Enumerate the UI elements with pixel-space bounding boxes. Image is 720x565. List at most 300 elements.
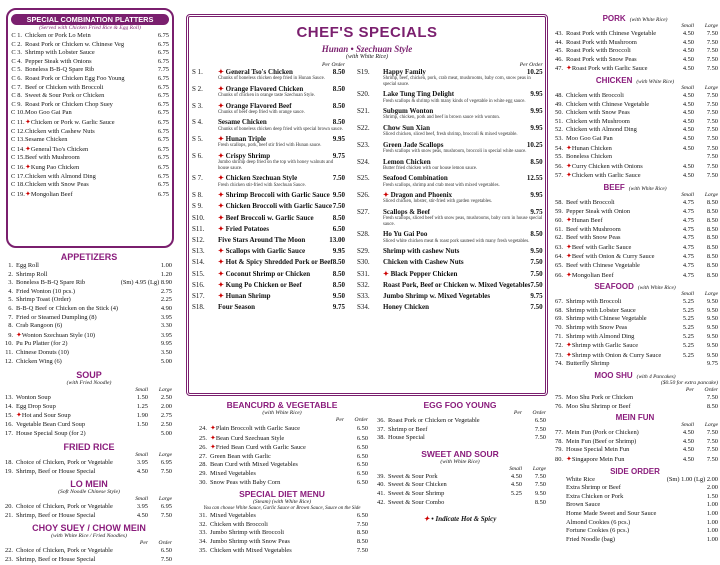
menu-item: [374, 499, 546, 508]
column-header: Small: [681, 422, 694, 429]
column-header: Small: [509, 465, 522, 472]
item-price-large: 6.95: [160, 503, 172, 511]
item-name: Mixed Vegetables: [210, 469, 256, 477]
column-headers: [196, 417, 368, 424]
item-number: 10.: [5, 340, 13, 348]
item-number: 1.: [8, 262, 13, 269]
item-price-large: 5.00: [160, 429, 172, 437]
item-code: S26.: [356, 191, 370, 200]
menu-item: [552, 333, 718, 342]
item-price: 7.50: [356, 520, 368, 528]
menu-item: [196, 443, 368, 453]
menu-item: [11, 190, 169, 200]
item-price: 7.50: [530, 303, 543, 312]
item-price-large: 2.00: [160, 402, 172, 410]
item-number: 38.: [377, 434, 385, 442]
item-number: 41.: [377, 489, 385, 497]
beancurd-subtitle: (with White Rice): [262, 410, 302, 416]
item-price: 6.75: [157, 109, 169, 117]
hot-spicy-icon: ✦: [25, 189, 31, 198]
item-name: ✦Wonton Szechuan Style (10): [16, 330, 96, 339]
item-name: Beef or Chicken with Broccoli: [25, 83, 104, 91]
item-name: Chicken with Snow Peas: [25, 181, 89, 189]
item-name: Mein Fun (Pork or Chicken): [566, 429, 639, 437]
column-headers: [552, 192, 718, 199]
item-name: Chinese Donuts (10): [16, 348, 69, 356]
item-description: Jumbo shrimp deep fried on the top with honey walnuts and house sauce.: [218, 160, 334, 171]
item-name: ✦Bean Curd Szechuan Style: [210, 433, 285, 442]
item-price-large: 8.50: [706, 234, 718, 242]
hot-spicy-note: [374, 515, 546, 523]
chef-special-item: [357, 292, 543, 300]
item-name: Jumbo Shrimp with Snow Peas: [210, 537, 290, 545]
item-number: 22.: [5, 547, 13, 555]
chef-special-item: [192, 135, 345, 143]
item-code: S24.: [356, 157, 370, 166]
item-name: Boneless B-B-Q Spare Rib: [16, 279, 86, 287]
chef-special-item: [192, 258, 345, 266]
diet-list: [196, 512, 368, 555]
menu-item: [552, 252, 718, 262]
menu-item: [2, 394, 172, 403]
column-headers: [2, 387, 172, 394]
item-code: S31.: [356, 269, 370, 278]
item-price-small: 5.25: [682, 315, 694, 323]
item-price: 9.95: [530, 123, 543, 132]
menu-item: [11, 84, 169, 93]
column-header: Order: [158, 540, 172, 547]
item-name: Roast Pork with Mushroom: [566, 38, 637, 46]
hot-spicy-icon: ✦: [218, 269, 226, 278]
item-code: S30.: [356, 258, 370, 267]
left-panel: [0, 0, 178, 564]
item-price: 6.75: [157, 40, 169, 48]
item-price: 6.75: [157, 92, 169, 100]
item-number: 59.: [555, 207, 563, 215]
column-header: Small: [135, 387, 148, 394]
item-number: 20.: [5, 503, 13, 511]
item-number: 24.: [199, 425, 207, 432]
item-price: 2.75: [160, 287, 172, 295]
menu-item: [552, 226, 718, 235]
item-code: S17.: [192, 292, 205, 300]
menu-item: [552, 446, 718, 455]
item-number: 33.: [199, 529, 207, 537]
item-price-small: 5.25: [510, 489, 522, 497]
item-price: 8.50: [356, 529, 368, 537]
item-name: Moo Goo Gai Pan: [25, 109, 72, 117]
item-number: 69.: [555, 315, 563, 323]
item-name: Shrimp with Lobster Sauce: [566, 306, 636, 314]
menu-item: [11, 145, 169, 155]
item-price-large: 7.50: [534, 472, 546, 480]
chop-suey-list: [0, 540, 178, 564]
seafood-list: [552, 291, 718, 369]
chef-special-item: [192, 236, 345, 244]
seafood-subtitle: (with White Rice): [637, 285, 676, 292]
item-price-small: 5.25: [682, 342, 694, 350]
appetizers-list: [0, 262, 178, 366]
chef-special-item: [357, 124, 543, 132]
item-number: 19.: [5, 467, 13, 475]
menu-item: [552, 135, 718, 144]
item-number: 46.: [555, 55, 563, 63]
menu-item: [2, 279, 172, 288]
menu-item: [2, 556, 172, 565]
item-price-large: 7.50: [706, 429, 718, 437]
chop-suey-heading: CHOY SUEY / CHOW MEIN: [32, 523, 146, 534]
menu-item: [552, 536, 718, 545]
item-price-small: 4.75: [682, 217, 694, 225]
moo_shu-note: ($0.50 for extra pancake): [660, 380, 718, 386]
hot-spicy-icon: ✦: [218, 292, 226, 300]
item-number: C 15.: [11, 154, 25, 162]
item-price-large: 2.75: [160, 412, 172, 420]
item-name: House Special: [388, 434, 425, 442]
item-name: Subgum Wonton: [382, 107, 434, 116]
chef-special-item: [192, 85, 345, 93]
item-price: 1.00: [706, 509, 718, 517]
item-number: 72.: [555, 342, 563, 350]
chef-special-item: [357, 174, 543, 182]
column-header: Large: [704, 84, 718, 91]
item-price: 8.50: [332, 101, 345, 110]
item-name: Jumbo Shrimp w. Mixed Vegetables: [382, 291, 491, 300]
side-title: SIDE ORDER: [610, 466, 660, 476]
item-name: ✦Shrimp with Garlic Sauce: [566, 341, 639, 350]
item-description: Fresh chicken stir-fried with Szechuan Sauce.: [218, 182, 306, 188]
item-price-large: 7.50: [706, 126, 718, 134]
item-code: S16.: [192, 280, 205, 289]
item-name: Almond Cookies (6 pcs.): [566, 518, 631, 526]
item-number: C 18.: [11, 181, 25, 189]
chef-special-item: [357, 158, 543, 166]
menu-item: [552, 262, 718, 271]
item-name: Mixed Vegetables: [210, 512, 256, 520]
item-code: S 7.: [192, 174, 203, 183]
item-name: Pepper Steak with Onions: [25, 57, 92, 65]
item-price: 7.50: [332, 202, 345, 211]
menu-item: [196, 529, 368, 538]
item-name: Chicken with Mixed Vegetables: [210, 546, 292, 554]
menu-item: [374, 426, 546, 435]
menu-item: [552, 92, 718, 101]
menu-item: [552, 438, 718, 447]
menu-item: [11, 118, 169, 128]
item-price-large: 9.50: [706, 298, 718, 306]
column-header: Small: [681, 23, 694, 29]
menu-item: [552, 394, 718, 403]
combo-subtitle: (Served with Chicken Fried Rice & Egg Roll): [39, 25, 141, 31]
item-price: 3.95: [160, 331, 172, 339]
item-price: 6.75: [157, 172, 169, 180]
item-name: Shrimp with Lobster Sauce: [25, 49, 95, 57]
item-number: 4.: [8, 287, 13, 295]
item-number: 12.: [5, 357, 13, 365]
menu-item: [552, 30, 718, 39]
mei-fun-heading: [552, 413, 718, 422]
item-name: ✦Hot and Sour Soup: [16, 411, 71, 420]
menu-item: [552, 162, 718, 172]
menu-item: [196, 434, 368, 444]
menu-item: [11, 101, 169, 110]
item-number: 78.: [555, 437, 563, 445]
column-headers: [552, 85, 718, 92]
item-number: 49.: [555, 100, 563, 108]
egg-foo-list: [374, 410, 546, 443]
item-number: 28.: [199, 461, 207, 469]
item-price-small: 4.50: [682, 172, 694, 180]
column-headers: [552, 387, 718, 394]
menu-item: [11, 109, 169, 118]
menu-item: [2, 468, 172, 477]
item-price: 9.95: [530, 191, 543, 200]
moo-shu-subtitle: (with 4 Pancakes): [636, 374, 676, 380]
item-name: House Special Soup (for 2): [16, 429, 86, 437]
item-price: (Sm) 4.95 (Lg) 8.90: [120, 279, 172, 287]
item-price: 6.75: [157, 100, 169, 108]
item-price: 1.20: [160, 270, 172, 278]
item-number: 16.: [5, 420, 13, 428]
combo-list: [11, 32, 169, 199]
item-name: Beef with Broccoli: [566, 198, 615, 206]
item-number: 3.: [8, 279, 13, 287]
column-header: Large: [704, 191, 718, 198]
item-price-small: 4.75: [682, 225, 694, 233]
mei-fun-title: MEIN FUN: [615, 413, 655, 423]
item-name: Sweet & Sour Pork: [388, 472, 438, 480]
item-price-small: 4.50: [682, 91, 694, 99]
chef-special-item: [357, 208, 543, 216]
item-price-small: 4.75: [682, 234, 694, 242]
item-name: ✦ General Tso's Chicken: [218, 68, 293, 76]
item-name: Shrimp with cashew Nuts: [382, 247, 460, 256]
item-price-small: 4.50: [136, 467, 148, 475]
item-name: Chow Sun Xian: [382, 123, 431, 132]
column-header: Per: [685, 387, 694, 393]
item-number: 57.: [555, 172, 563, 180]
item-price-large: 9.50: [706, 351, 718, 359]
item-price-small: 4.75: [682, 243, 694, 251]
item-name: Roast Pork, Beef or Chicken w. Mixed Vegetables: [382, 280, 531, 289]
item-price: 6.50: [356, 469, 368, 477]
menu-item: [552, 39, 718, 48]
column-header: Large: [158, 452, 172, 459]
item-name: ✦ Shrimp Broccoli with Garlic Sauce: [218, 191, 330, 200]
item-price: 9.75: [530, 291, 543, 300]
item-name: Scallops & Beef: [382, 207, 431, 216]
item-name: Chicken with Cashew Nuts: [382, 258, 464, 267]
item-name: Shrimp with Snow Peas: [566, 324, 628, 332]
item-price: 6.50: [356, 512, 368, 520]
item-price: (Sm) 1.00 (Lg) 2.00: [666, 475, 718, 483]
item-price-large: 7.50: [706, 134, 718, 142]
item-name: Bean Curd with Mixed Vegetables: [210, 461, 298, 469]
item-description: Fresh scallops & shrimp with many kinds of vegetable in white egg sauce.: [382, 98, 526, 104]
menu-item: [196, 461, 368, 470]
item-price-small: 4.50: [682, 109, 694, 117]
chef-special-item: [357, 90, 543, 98]
hot-spicy-icon: ✦: [566, 252, 572, 261]
chicken-subtitle: (with White Rice): [636, 78, 675, 85]
item-price-large: 8.50: [706, 198, 718, 206]
menu-item: [2, 340, 172, 349]
item-price-small: 4.75: [682, 253, 694, 261]
chef-special-item: [357, 230, 543, 238]
item-price: 8.50: [332, 258, 345, 267]
item-description: Sliced chicken, lobster, stir-fried with garden vegetables.: [382, 199, 493, 205]
item-name: Moo Shu Shrimp or Beef: [566, 402, 631, 410]
item-price-small: 4.50: [682, 65, 694, 73]
hot-spicy-icon: ✦: [218, 174, 226, 183]
moo-shu-title: MOO SHU: [594, 371, 633, 380]
menu-item: [2, 421, 172, 430]
item-price-large: 6.95: [160, 459, 172, 467]
item-price: 6.50: [356, 478, 368, 486]
item-name: Egg Roll: [16, 262, 39, 269]
item-price-small: 5.25: [682, 298, 694, 306]
column-headers: [552, 422, 718, 429]
diet-subtitle: (Steam) (with White Rice): [253, 499, 311, 506]
item-name: Sweet & Sour Pork or Chicken: [25, 92, 105, 100]
item-price: 7.50: [356, 546, 368, 554]
item-name: ✦Chicken or Pork w. Garlic Sauce: [25, 117, 115, 126]
item-number: 61.: [555, 225, 563, 233]
item-name: Boneless B-B-Q Spare Rib: [25, 66, 95, 74]
item-name: Choice of Chicken, Pork or Vegetable: [16, 547, 113, 555]
item-name: ✦ Chicken Szechuan Style: [218, 174, 298, 183]
hot-spicy-icon: ✦: [25, 144, 31, 153]
item-number: 40.: [377, 481, 385, 489]
item-name: Chicken with Almond Ding: [566, 126, 637, 134]
item-name: Shrimp, Beef or House Special: [16, 511, 96, 519]
item-price: 1.00: [706, 527, 718, 535]
item-name: Brown Sauce: [566, 501, 601, 509]
chef-special-item: [192, 202, 345, 210]
menu-item: [552, 199, 718, 208]
soup-heading: SOUP: [76, 370, 102, 381]
menu-item: [552, 315, 718, 324]
item-price-large: 7.50: [706, 65, 718, 73]
item-price-small: 1.50: [136, 420, 148, 428]
seafood-heading: [552, 282, 718, 291]
item-code: S12.: [192, 235, 205, 244]
right-sections: [552, 14, 718, 544]
chef-special-item: [357, 107, 543, 115]
item-number: C 8.: [11, 92, 22, 100]
item-number: 5.: [8, 296, 13, 304]
item-number: 64.: [555, 253, 563, 261]
item-name: Roast Pork or Chicken or Vegetable: [388, 417, 480, 424]
item-number: 37.: [377, 425, 385, 433]
item-price-large: 7.50: [706, 172, 718, 180]
item-description: Shrimp, beef, chicken, pork, crab meat, mushrooms, baby corn, snow peas in special sauce.: [382, 76, 531, 87]
item-number: 66.: [555, 271, 563, 279]
menu-item: [552, 307, 718, 316]
item-name: Chicken Wing (6): [16, 357, 62, 365]
item-number: 8.: [8, 322, 13, 330]
item-price: 8.50: [332, 269, 345, 278]
menu-item: [552, 47, 718, 56]
hot-spicy-icon: ✦: [25, 162, 31, 171]
item-name: Choice of Chicken, Pork or Vegetable: [16, 503, 113, 511]
chef-special-item: [192, 191, 345, 199]
item-name: Roast Pork or Chicken Egg Foo Young: [25, 74, 125, 82]
item-price: 8.50: [530, 230, 543, 239]
item-description: Fresh scallops, pork, beef stir fried with Hunan sauce.: [218, 143, 322, 149]
item-price-large: 9.50: [534, 489, 546, 497]
item-price-large: 7.50: [706, 91, 718, 99]
item-number: 21.: [5, 511, 13, 519]
item-price-small: 4.75: [682, 271, 694, 279]
item-number: 58.: [555, 198, 563, 206]
item-price-small: 4.50: [682, 126, 694, 134]
chef-specials-panel: [192, 24, 542, 392]
chicken-list: [552, 85, 718, 181]
item-price-small: 1.50: [136, 394, 148, 402]
menu-item: [552, 171, 718, 181]
item-number: 18.: [5, 459, 13, 467]
hot-spicy-icon: ✦: [566, 216, 572, 225]
hot-spicy-icon: ✦: [566, 350, 572, 359]
item-price: 4.90: [160, 304, 172, 312]
hot-spicy-icon: ✦: [566, 454, 572, 463]
item-number: 75.: [555, 394, 563, 401]
item-name: Beef with Mushroom: [566, 225, 621, 233]
diet-heading: SPECIAL DIET MENU: [239, 489, 325, 500]
menu-item: [196, 521, 368, 530]
right-panel: [552, 0, 718, 556]
item-number: C 5.: [11, 66, 22, 74]
item-name: Chicken with Snow Peas: [566, 109, 630, 117]
item-code: S11.: [192, 224, 205, 233]
item-price: 7.75: [157, 66, 169, 74]
item-number: 43.: [555, 30, 563, 37]
chef-special-item: [192, 292, 345, 300]
side-list: [552, 476, 718, 545]
item-price: 6.50: [356, 452, 368, 460]
item-name: Crab Rangoon (6): [16, 322, 63, 330]
item-price-large: 7.50: [706, 162, 718, 170]
item-price: 6.75: [157, 118, 169, 126]
hot-spicy-icon: ✦: [218, 213, 226, 222]
item-name: ✦Hunan Beef: [566, 216, 603, 225]
hot-spicy-note-text: • Indicate Hot & Spicy: [431, 515, 497, 524]
column-header: Large: [704, 422, 718, 429]
chef-special-item: [357, 141, 543, 149]
item-number: 67.: [555, 298, 563, 306]
item-name: Boneless Chicken: [566, 153, 612, 161]
item-number: 54.: [555, 144, 563, 152]
combo-heading: SPECIAL COMBINATION PLATTERS: [11, 14, 169, 25]
item-price-large: 7.50: [706, 109, 718, 117]
item-number: 30.: [199, 478, 207, 486]
item-number: 79.: [555, 446, 563, 454]
item-price-large: 7.50: [706, 437, 718, 445]
item-price: 9.95: [530, 90, 543, 99]
beef-subtitle: (with White Rice): [628, 185, 667, 192]
item-number: C 10.: [11, 109, 25, 117]
item-price: 8.50: [332, 84, 345, 93]
beef-heading: [552, 183, 718, 192]
item-name: Extra Shrimp or Beef: [566, 484, 621, 492]
chicken-heading: [552, 76, 718, 85]
item-number: 76.: [555, 402, 563, 410]
hot-spicy-icon: ✦: [218, 258, 226, 267]
fried-rice-list: [0, 452, 178, 476]
item-price: 6.75: [157, 163, 169, 171]
side-heading: [552, 467, 718, 476]
